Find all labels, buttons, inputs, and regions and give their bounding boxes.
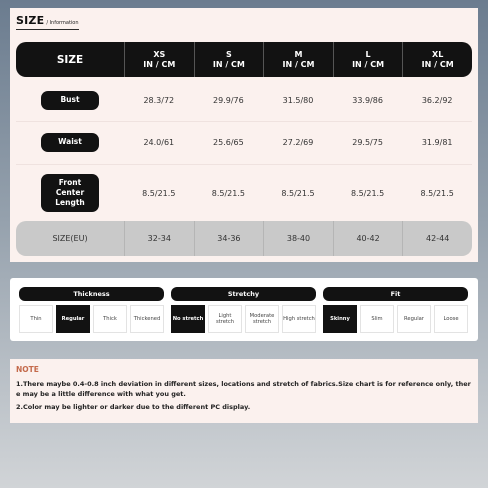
attribute-title: Stretchy bbox=[171, 287, 316, 301]
table-cell: 8.5/21.5 bbox=[281, 188, 315, 198]
fabric-attributes-card bbox=[10, 278, 478, 341]
table-cell: 29.5/75 bbox=[352, 137, 383, 147]
label-line: Center bbox=[55, 188, 85, 197]
size-unit: IN / CM bbox=[421, 59, 454, 69]
size-name: XS bbox=[153, 49, 166, 59]
table-cell: 32-34 bbox=[124, 221, 194, 256]
size-name: L bbox=[365, 49, 371, 59]
row-label-front-center-length bbox=[41, 174, 99, 212]
header-col-l bbox=[333, 42, 403, 77]
table-cell: 8.5/21.5 bbox=[142, 188, 176, 198]
table-cell: 8.5/21.5 bbox=[211, 188, 245, 198]
row-label-bust: Bust bbox=[41, 91, 99, 110]
size-chart-heading bbox=[16, 14, 79, 30]
option-high-stretch: High stretch bbox=[282, 305, 316, 333]
option-no-stretch-selected: No stretch bbox=[171, 305, 205, 333]
table-cell: 42-44 bbox=[402, 221, 472, 256]
attribute-title: Fit bbox=[323, 287, 468, 301]
table-cell: 33.9/86 bbox=[352, 95, 383, 105]
table-cell: 8.5/21.5 bbox=[350, 188, 385, 198]
header-size-label: SIZE bbox=[56, 53, 84, 66]
table-cell: 28.3/72 bbox=[143, 95, 175, 105]
header-col-m bbox=[263, 42, 333, 77]
table-cell: 29.9/76 bbox=[213, 95, 244, 105]
option-thick: Thick bbox=[93, 305, 127, 333]
table-cell: 27.2/69 bbox=[282, 137, 314, 147]
note-title: NOTE bbox=[16, 365, 39, 374]
table-cell: 36.2/92 bbox=[421, 95, 453, 105]
size-unit: IN / CM bbox=[352, 59, 385, 69]
option-skinny-selected: Skinny bbox=[323, 305, 357, 333]
size-unit: IN / CM bbox=[282, 59, 315, 69]
note-line: e may be a little difference with what you get. bbox=[16, 390, 186, 398]
table-cell: 31.5/80 bbox=[282, 95, 314, 105]
row-label-waist: Waist bbox=[41, 133, 99, 152]
size-heading: SIZE bbox=[16, 14, 45, 27]
option-loose: Loose bbox=[434, 305, 468, 333]
size-name: S bbox=[226, 49, 232, 59]
attribute-group-thickness bbox=[19, 287, 164, 333]
row-divider bbox=[16, 164, 472, 165]
option-slim: Slim bbox=[360, 305, 394, 333]
size-name: M bbox=[294, 49, 303, 59]
size-unit: IN / CM bbox=[212, 59, 245, 69]
table-cell: 8.5/21.5 bbox=[420, 188, 454, 198]
table-row-waist bbox=[16, 122, 472, 162]
table-cell: 34-36 bbox=[194, 221, 264, 256]
size-subheading: / Information bbox=[46, 20, 79, 26]
header-col-xs bbox=[124, 42, 194, 77]
label-line: Length bbox=[55, 198, 85, 207]
table-row-bust bbox=[16, 80, 472, 120]
table-cell: 38-40 bbox=[263, 221, 333, 256]
size-eu-bar bbox=[16, 221, 472, 256]
option-thin: Thin bbox=[19, 305, 53, 333]
option-thickened: Thickened bbox=[130, 305, 164, 333]
note-line: 1.There maybe 0.4-0.8 inch deviation in different sizes, locations and stretch of fabrics.Size chart is for reference only, ther bbox=[16, 380, 471, 388]
option-regular-selected: Regular bbox=[56, 305, 90, 333]
size-header-bar bbox=[16, 42, 472, 77]
note-line: 2.Color may be lighter or darker due to the different PC display. bbox=[16, 403, 251, 411]
table-row-front-center-length bbox=[16, 168, 472, 218]
table-cell: 40-42 bbox=[333, 221, 403, 256]
size-unit: IN / CM bbox=[143, 59, 176, 69]
option-moderate-stretch: Moderate stretch bbox=[245, 305, 279, 333]
eu-label: SIZE(EU) bbox=[52, 234, 88, 243]
note-card bbox=[10, 359, 478, 423]
attribute-group-fit bbox=[323, 287, 468, 333]
header-col-s bbox=[194, 42, 264, 77]
label-line: Front bbox=[58, 178, 82, 187]
table-cell: 24.0/61 bbox=[143, 137, 175, 147]
option-regular: Regular bbox=[397, 305, 431, 333]
size-name: XL bbox=[432, 49, 444, 59]
option-light-stretch: Light stretch bbox=[208, 305, 242, 333]
table-cell: 25.6/65 bbox=[213, 137, 244, 147]
attribute-title: Thickness bbox=[19, 287, 164, 301]
attribute-group-stretchy bbox=[171, 287, 316, 333]
header-col-xl bbox=[402, 42, 472, 77]
size-chart-card bbox=[10, 8, 478, 262]
table-cell: 31.9/81 bbox=[421, 137, 453, 147]
